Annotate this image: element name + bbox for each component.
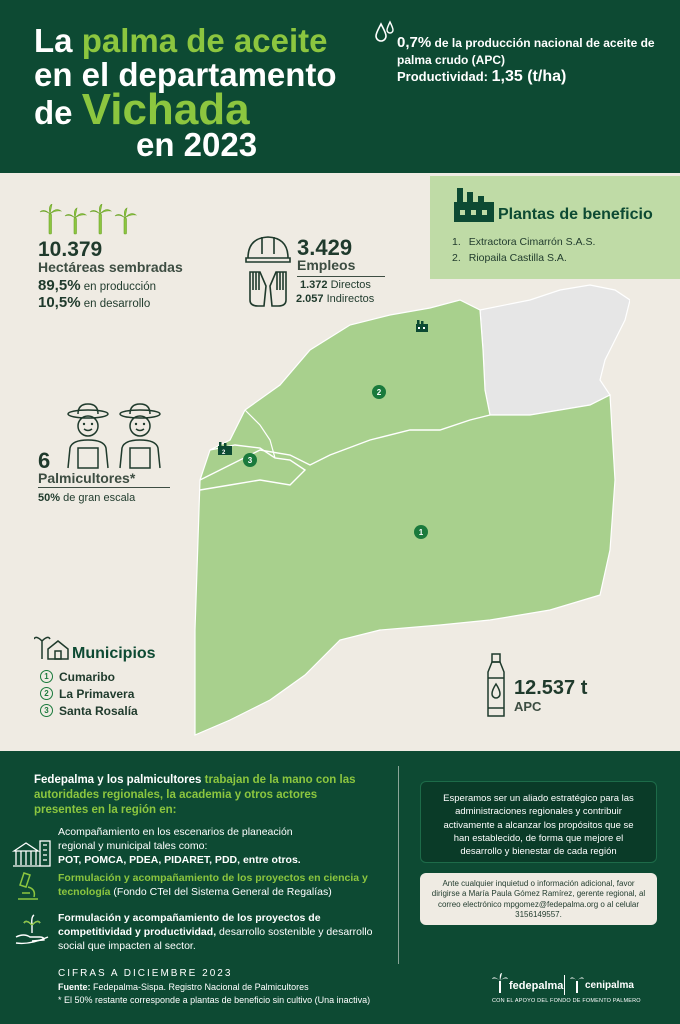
cifras-label: CIFRAS A DICIEMBRE 2023 (58, 968, 233, 979)
bottom-item-2: Formulación y acompañamiento de los proyectos en ciencia y tecnología (Fondo CTeI del Sistema General de Regalías) (58, 872, 368, 899)
employment-indirect: 2.057 Indirectos (296, 293, 375, 305)
helmet-gloves-icon (244, 232, 292, 313)
municipalities-list (40, 668, 138, 719)
municipality-item: 1 Cumaribo (40, 668, 138, 685)
municipality-item: 3 Santa Rosalía (40, 702, 138, 719)
title-line-4: en 2023 (136, 126, 258, 163)
production-share: 0,7% de la producción nacional de aceite de palma crudo (APC) (397, 34, 655, 67)
header-banner (0, 0, 680, 173)
employment-label: Empleos (297, 257, 356, 273)
title-line-1: La palma de aceite (34, 22, 328, 59)
hectares-development: 10,5% en desarrollo (38, 294, 151, 311)
employment-direct: 1.372 Directos (300, 279, 371, 291)
hectares-value: 10.379 (38, 238, 103, 261)
bottom-item-1: Acompañamiento en los escenarios de planeación regional y municipal tales como: POT, POMCA, PDEA, PIDARET, PDD, entre otros. (58, 826, 301, 867)
productivity: Productividad: 1,35 (t/ha) (397, 68, 567, 85)
hectares-production: 89,5% en producción (38, 277, 156, 294)
map-badge-cumaribo: 1 (414, 525, 428, 539)
plants-title: Plantas de beneficio (498, 206, 653, 223)
municipalities-title: Municipios (72, 645, 156, 662)
microscope-icon (14, 871, 42, 906)
oil-bottle-icon (484, 652, 508, 723)
source-line: Fuente: Fedepalma-Sispa. Registro Nacional de Palmicultores (58, 982, 309, 992)
employment-divider (297, 276, 385, 277)
buildings-icon (12, 839, 52, 874)
map-region-neighbor (480, 285, 630, 415)
plant-item-2: 2. Riopaila Castilla S.A. (452, 252, 567, 264)
apc-value: 12.537 t (514, 677, 588, 699)
growers-divider (38, 487, 170, 488)
vichada-map (190, 280, 630, 740)
cenipalma-logo: cenipalma (585, 980, 634, 991)
fedepalma-logo: fedepalma (509, 980, 564, 992)
plant-item-1: 1. Extractora Cimarrón S.A.S. (452, 236, 596, 248)
footnote: * El 50% restante corresponde a plantas de beneficio sin cultivo (Una inactiva) (58, 995, 371, 1005)
hectares-label: Hectáreas sembradas (38, 259, 183, 275)
apc-label: APC (514, 699, 542, 714)
svg-text:2: 2 (222, 450, 226, 456)
factory-icon (454, 188, 494, 227)
drops-icon (374, 20, 396, 53)
bottom-divider (398, 766, 399, 964)
growers-value: 6 (38, 448, 51, 473)
bottom-contact-box: Ante cualquier inquietud o información adicional, favor dirigirse a María Paula Gómez Ramírez, gerente regional, al correo electrónico mpgomez@fedepalma.org o al celular 3156149557. (420, 873, 657, 925)
fedepalma-logo-icon (492, 973, 508, 998)
growers-scale: 50% de gran escala (38, 492, 136, 504)
growers-label: Palmicultores* (38, 470, 136, 486)
logo-tagline: CON EL APOYO DEL FONDO DE FOMENTO PALMERO (492, 998, 641, 1004)
hand-palm-icon (14, 913, 54, 952)
title-line-3: de Vichada (34, 85, 250, 134)
municipality-icon (34, 633, 70, 666)
map-badge-santa-rosalia: 3 (243, 453, 257, 467)
plants-box (430, 176, 680, 279)
municipality-item: 2 La Primavera (40, 685, 138, 702)
bottom-section (0, 751, 680, 1024)
farmers-icon (62, 402, 166, 475)
bottom-intro: Fedepalma y los palmicultores trabajan de la mano con las autoridades regionales, la academia y otros actores presentes en la región en: (34, 774, 356, 816)
bottom-item-3: Formulación y acompañamiento de los proyectos de competitividad y productividad, desarrollo sostenible y desarrollo social que impacten al sector. (58, 912, 373, 953)
palm-trees-icon (38, 204, 138, 241)
cenipalma-logo-icon (570, 973, 584, 998)
logo-divider (564, 975, 565, 995)
map-badge-la-primavera: 2 (372, 385, 386, 399)
title-line-2: en el departamento (34, 56, 337, 93)
employment-value: 3.429 (297, 235, 353, 260)
bottom-message-box: Esperamos ser un aliado estratégico para las administraciones regionales y contribuir activamente a alcanzar los propósitos que se han establecido, de forma que mejore el desarrollo y bienestar de cada región (420, 781, 657, 863)
